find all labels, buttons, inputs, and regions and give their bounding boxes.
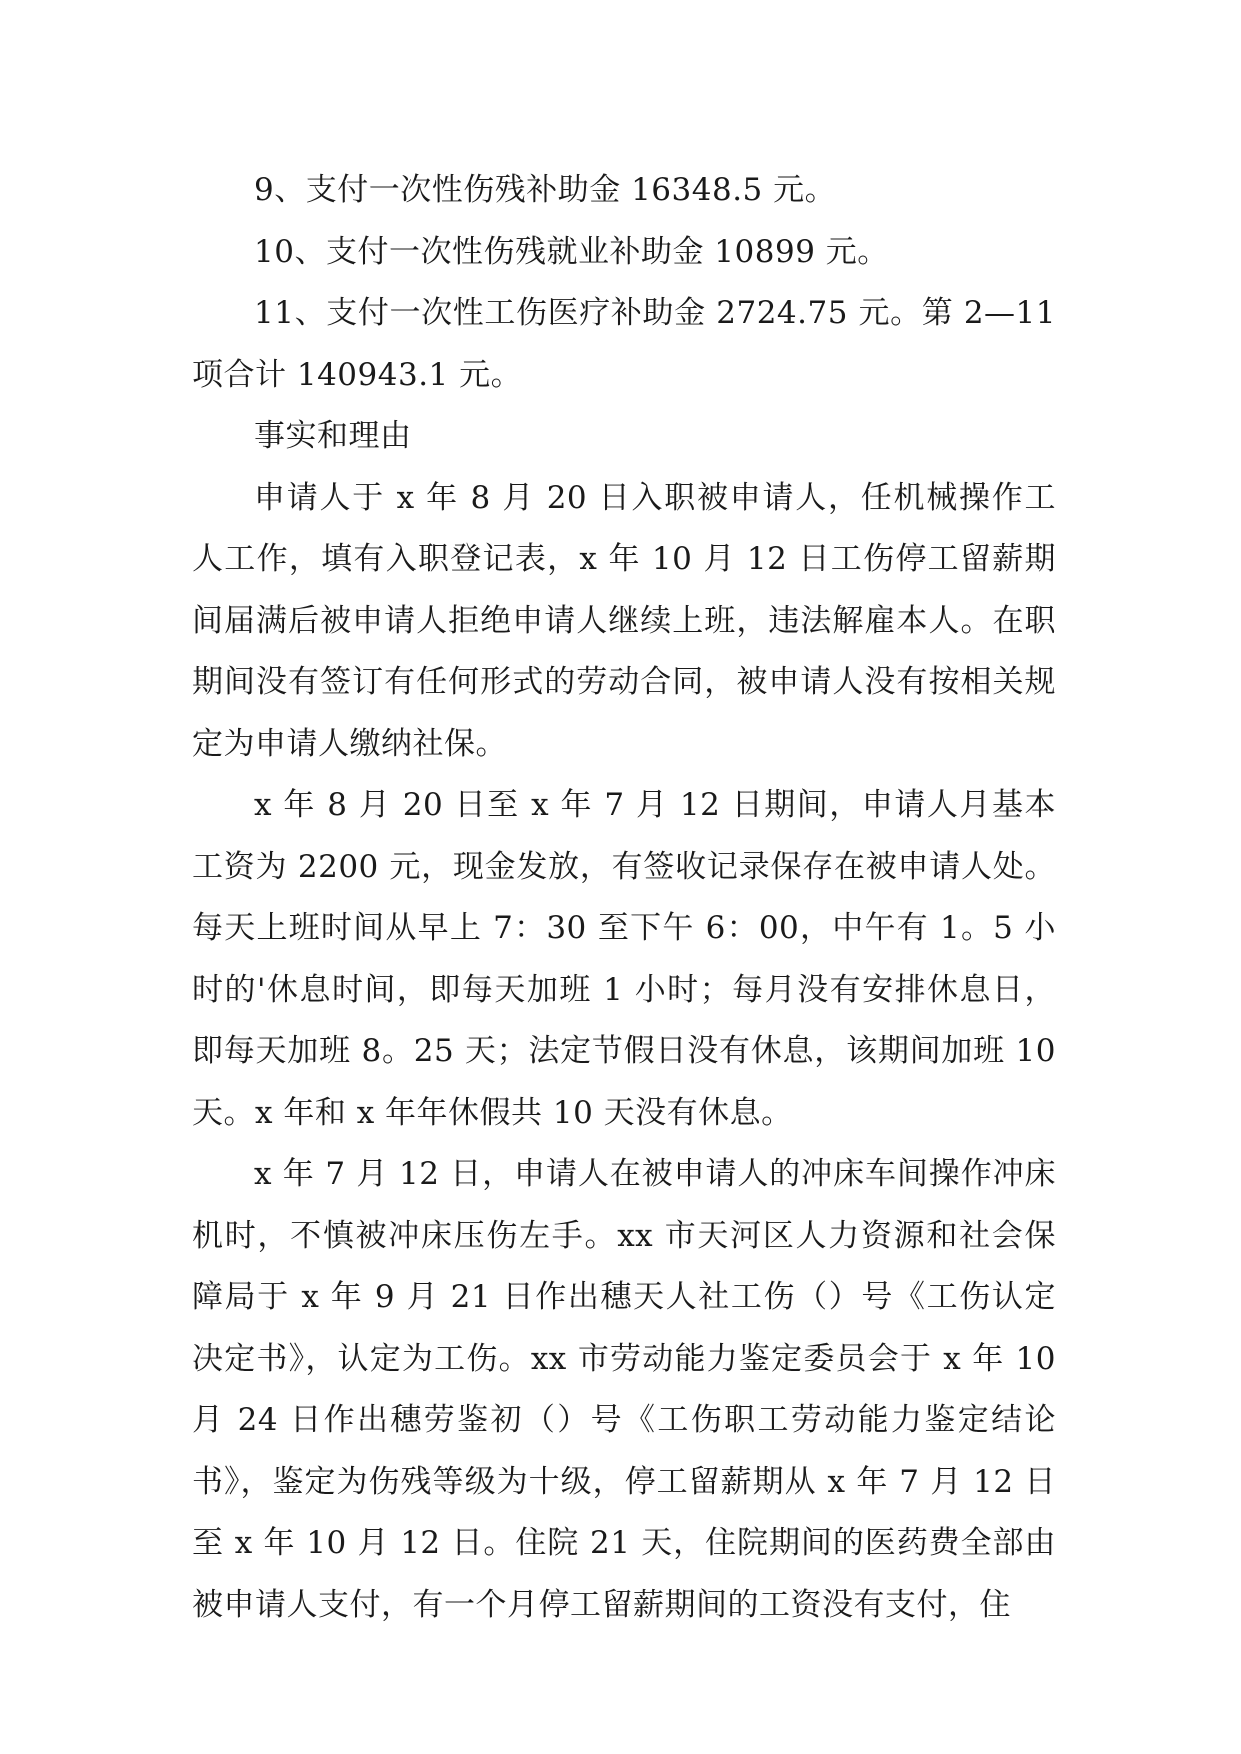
paragraph-injury-details: x 年 7 月 12 日，申请人在被申请人的冲床车间操作冲床机时，不慎被冲床压伤左手。xx 市天河区人力资源和社会保障局于 x 年 9 月 21 日作出穗天人社工伤（）号《工伤认定决定书》，认定为工伤。xx 市劳动能力鉴定委员会于 x 年 10 月 24 日作出穗劳鉴初（）号《工伤职工劳动能力鉴定结论书》，鉴定为伤残等级为十级，停工留薪期从 x 年 7 月 12 日至 x 年 10 月 12 日。住院 21 天，住院期间的医药费全部由被申请人支付，有一个月停工留薪期间的工资没有支付，住 [192, 1156, 1056, 1623]
paragraph-item-10: 10、支付一次性伤残就业补助金 10899 元。 [254, 233, 889, 270]
paragraph-wages-and-overtime: x 年 8 月 20 日至 x 年 7 月 12 日期间，申请人月基本工资为 2200 元，现金发放，有签收记录保存在被申请人处。每天上班时间从早上 7：30 至下午 6：00，中午有 1。5 小时的'休息时间，即每天加班 1 小时；每月没有安排休息日，即每天加班 8。25 天；法定节假日没有休息，该期间加班 10 天。x 年和 x 年年休假共 10 天没有休息。 [192, 787, 1056, 1131]
paragraph-employment: 申请人于 x 年 8 月 20 日入职被申请人，任机械操作工人工作，填有入职登记表，x 年 10 月 12 日工伤停工留薪期间届满后被申请人拒绝申请人继续上班，违法解雇本人。在职期间没有签订有任何形式的劳动合同，被申请人没有按相关规定为申请人缴纳社保。 [192, 479, 1056, 762]
section-heading-facts-and-reasons: 事实和理由 [254, 418, 412, 454]
paragraph-item-11: 11、支付一次性工伤医疗补助金 2724.75 元。第 2—11 项合计 140943.1 元。 [192, 295, 1056, 393]
document-body [192, 160, 1056, 1636]
paragraph-item-9: 9、支付一次性伤残补助金 16348.5 元。 [254, 172, 837, 208]
